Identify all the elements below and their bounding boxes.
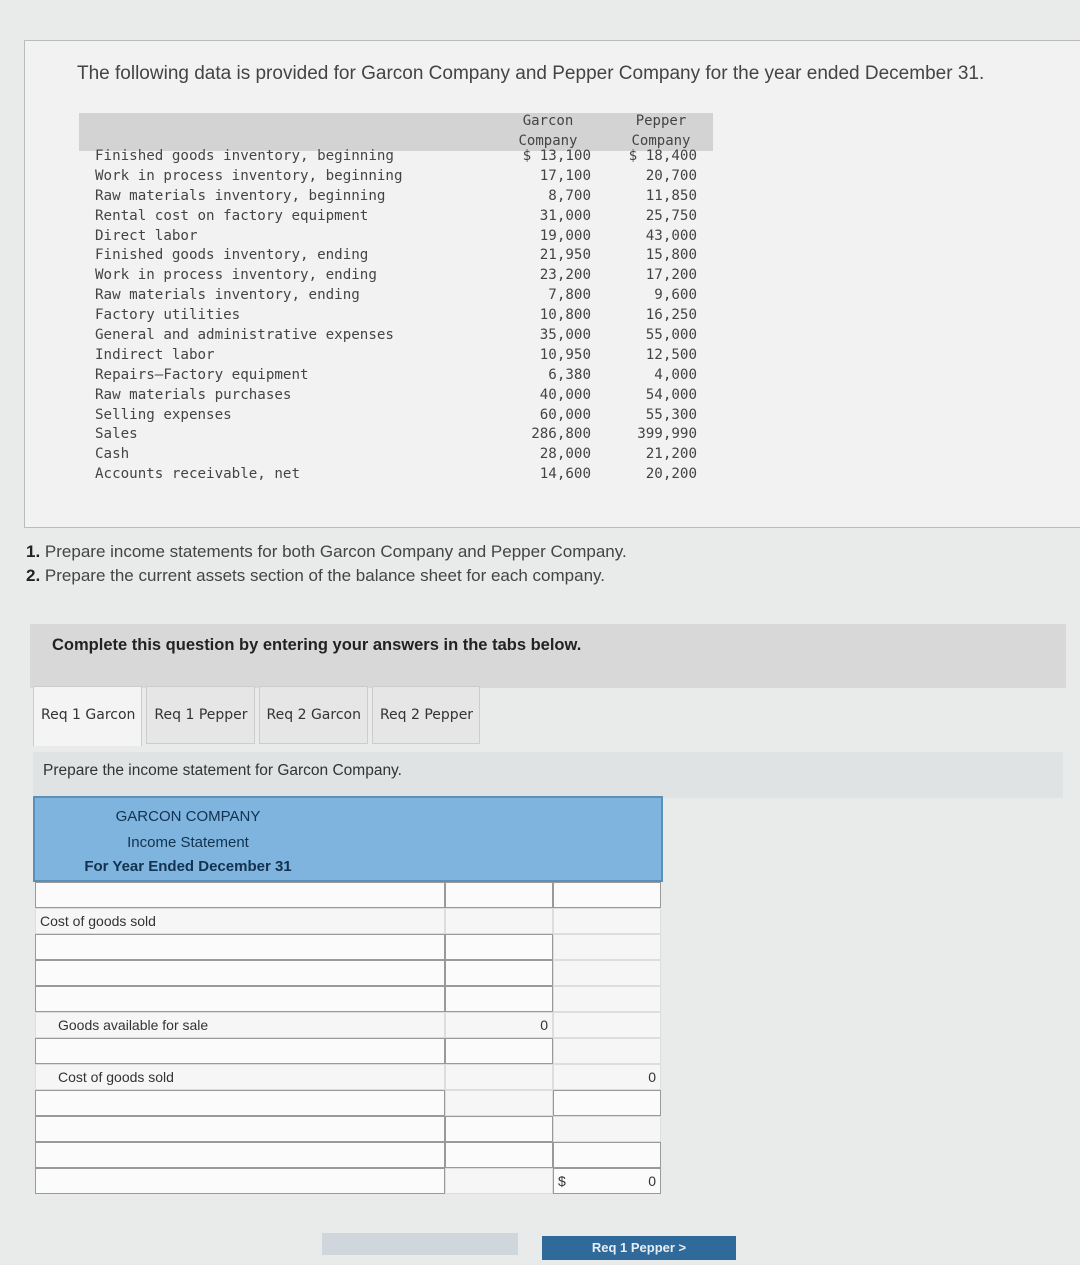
data-row-label: Sales	[95, 426, 138, 443]
data-row-garcon: 60,000	[539, 406, 591, 423]
next-button[interactable]: Req 1 Pepper >	[542, 1236, 736, 1260]
data-row	[79, 147, 713, 167]
data-row	[79, 227, 713, 247]
complete-question-bar: Complete this question by entering your answers in the tabs below.	[30, 624, 1066, 688]
data-row-label: Repairs—Factory equipment	[95, 366, 309, 383]
data-row-pepper: 25,750	[645, 207, 697, 224]
blank-cell	[553, 1038, 661, 1064]
cogs-line-1-input[interactable]	[35, 934, 445, 960]
data-row	[79, 406, 713, 426]
data-row-pepper: 20,700	[645, 167, 697, 184]
cogs-line-2-amount[interactable]	[445, 960, 553, 986]
cogs-total-label: Cost of goods sold	[35, 1064, 445, 1090]
income-statement	[33, 796, 663, 1194]
data-row-pepper: 16,250	[645, 307, 697, 324]
data-row	[79, 167, 713, 187]
cogs-line-2-input[interactable]	[35, 960, 445, 986]
blank-cell	[445, 1168, 553, 1194]
cogs-line-4-amount[interactable]	[445, 1038, 553, 1064]
blank-cell	[553, 986, 661, 1012]
data-row	[79, 246, 713, 266]
data-row-label: Accounts receivable, net	[95, 466, 300, 483]
data-row-pepper: 54,000	[645, 386, 697, 403]
data-row-pepper: 15,800	[645, 247, 697, 264]
net-income-value: $ 0	[553, 1168, 661, 1194]
goods-available-label: Goods available for sale	[35, 1012, 445, 1038]
expense-total-amount[interactable]	[553, 1142, 661, 1168]
data-row-garcon: 17,100	[539, 167, 591, 184]
data-row-label: Factory utilities	[95, 307, 241, 324]
data-row-label: Work in process inventory, ending	[95, 267, 377, 284]
data-row-pepper: 20,200	[645, 466, 697, 483]
data-row-garcon: 6,380	[548, 366, 591, 383]
data-row	[79, 306, 713, 326]
data-row	[79, 445, 713, 465]
blank-cell	[553, 934, 661, 960]
instructions: 1. Prepare income statements for both Garcon Company and Pepper Company. 2. Prepare the current assets section of the balance sheet for each company.	[26, 542, 627, 585]
data-row-garcon: 10,800	[539, 307, 591, 324]
data-row-pepper: 43,000	[645, 227, 697, 244]
data-row-garcon: 8,700	[548, 187, 591, 204]
prev-button[interactable]	[322, 1233, 518, 1255]
data-row-garcon: 19,000	[539, 227, 591, 244]
cogs-section-label: Cost of goods sold	[35, 908, 445, 934]
data-row	[79, 207, 713, 227]
data-table-body	[79, 147, 713, 485]
data-row-pepper: 9,600	[654, 287, 697, 304]
blank-cell	[445, 908, 553, 934]
data-row	[79, 187, 713, 207]
data-row-label: Finished goods inventory, beginning	[95, 148, 394, 164]
blank-cell	[553, 908, 661, 934]
data-row	[79, 346, 713, 366]
cogs-line-3-input[interactable]	[35, 986, 445, 1012]
data-row-label: Raw materials inventory, beginning	[95, 187, 386, 204]
statement-header	[33, 796, 663, 882]
data-row-pepper: 4,000	[654, 366, 697, 383]
line-1-amount-a[interactable]	[445, 882, 553, 908]
data-row	[79, 326, 713, 346]
data-row-pepper: $ 18,400	[628, 148, 697, 164]
data-row-pepper: 17,200	[645, 267, 697, 284]
blank-cell	[553, 960, 661, 986]
data-row-garcon: 28,000	[539, 446, 591, 463]
data-row-label: Rental cost on factory equipment	[95, 207, 369, 224]
data-row-garcon: 40,000	[539, 386, 591, 403]
expense-line-2-input[interactable]	[35, 1142, 445, 1168]
net-income-label-input[interactable]	[35, 1168, 445, 1194]
data-row-garcon: 14,600	[539, 466, 591, 483]
data-table	[79, 113, 713, 485]
data-row-garcon: 10,950	[539, 346, 591, 363]
data-row-garcon: $ 13,100	[522, 148, 591, 164]
cogs-total-value: 0	[553, 1064, 661, 1090]
problem-box	[24, 40, 1080, 528]
data-row-pepper: 11,850	[645, 187, 697, 204]
tab-bar	[33, 686, 484, 746]
tab-req1-garcon[interactable]: Req 1 Garcon	[33, 686, 142, 746]
statement-company: GARCON COMPANY	[115, 808, 261, 825]
data-row	[79, 266, 713, 286]
line-1-amount-b[interactable]	[553, 882, 661, 908]
data-row	[79, 366, 713, 386]
line-1-label-input[interactable]	[35, 882, 445, 908]
data-row-garcon: 7,800	[548, 287, 591, 304]
data-row	[79, 465, 713, 485]
cogs-line-1-amount[interactable]	[445, 934, 553, 960]
data-row-garcon: 286,800	[531, 426, 591, 443]
data-row	[79, 425, 713, 445]
data-row-label: Indirect labor	[95, 346, 215, 363]
intro-text: The following data is provided for Garcon Company and Pepper Company for the year ended December 31.	[77, 63, 985, 84]
tab-req2-pepper[interactable]: Req 2 Pepper	[372, 686, 480, 744]
data-row-label: General and administrative expenses	[95, 327, 394, 344]
data-row-label: Work in process inventory, beginning	[95, 167, 403, 184]
line-gross-amount[interactable]	[553, 1090, 661, 1116]
col-header-garcon: Garcon Company	[518, 113, 578, 149]
statement-period: For Year Ended December 31	[84, 858, 292, 875]
cogs-line-3-amount[interactable]	[445, 986, 553, 1012]
data-row-label: Raw materials purchases	[95, 386, 292, 403]
blank-cell	[553, 1012, 661, 1038]
goods-available-value: 0	[445, 1012, 553, 1038]
tab-req2-garcon[interactable]: Req 2 Garcon	[259, 686, 368, 744]
data-row-pepper: 55,300	[645, 406, 697, 423]
data-row-pepper: 12,500	[645, 346, 697, 363]
data-row-garcon: 35,000	[539, 327, 591, 344]
data-row	[79, 286, 713, 306]
data-row-pepper: 21,200	[645, 446, 697, 463]
col-header-pepper: Pepper Company	[631, 113, 691, 149]
data-row-pepper: 55,000	[645, 327, 697, 344]
data-row-garcon: 23,200	[539, 267, 591, 284]
blank-cell	[445, 1090, 553, 1116]
cogs-line-4-input[interactable]	[35, 1038, 445, 1064]
tab-req1-pepper[interactable]: Req 1 Pepper	[146, 686, 254, 744]
data-row-label: Direct labor	[95, 227, 198, 244]
expense-line-1-amount[interactable]	[445, 1116, 553, 1142]
data-row	[79, 386, 713, 406]
data-row-pepper: 399,990	[637, 426, 697, 443]
blank-cell	[553, 1116, 661, 1142]
data-row-label: Finished goods inventory, ending	[95, 247, 369, 264]
blank-cell	[445, 1064, 553, 1090]
data-row-label: Raw materials inventory, ending	[95, 287, 360, 304]
data-row-garcon: 31,000	[539, 207, 591, 224]
expense-line-1-input[interactable]	[35, 1116, 445, 1142]
panel-prompt: Prepare the income statement for Garcon Company.	[33, 752, 1063, 798]
data-row-garcon: 21,950	[539, 247, 591, 264]
data-table-header	[79, 113, 713, 151]
statement-title: Income Statement	[127, 834, 249, 851]
data-row-label: Selling expenses	[95, 406, 232, 423]
line-gross-label-input[interactable]	[35, 1090, 445, 1116]
expense-line-2-amount[interactable]	[445, 1142, 553, 1168]
data-row-label: Cash	[95, 446, 130, 463]
